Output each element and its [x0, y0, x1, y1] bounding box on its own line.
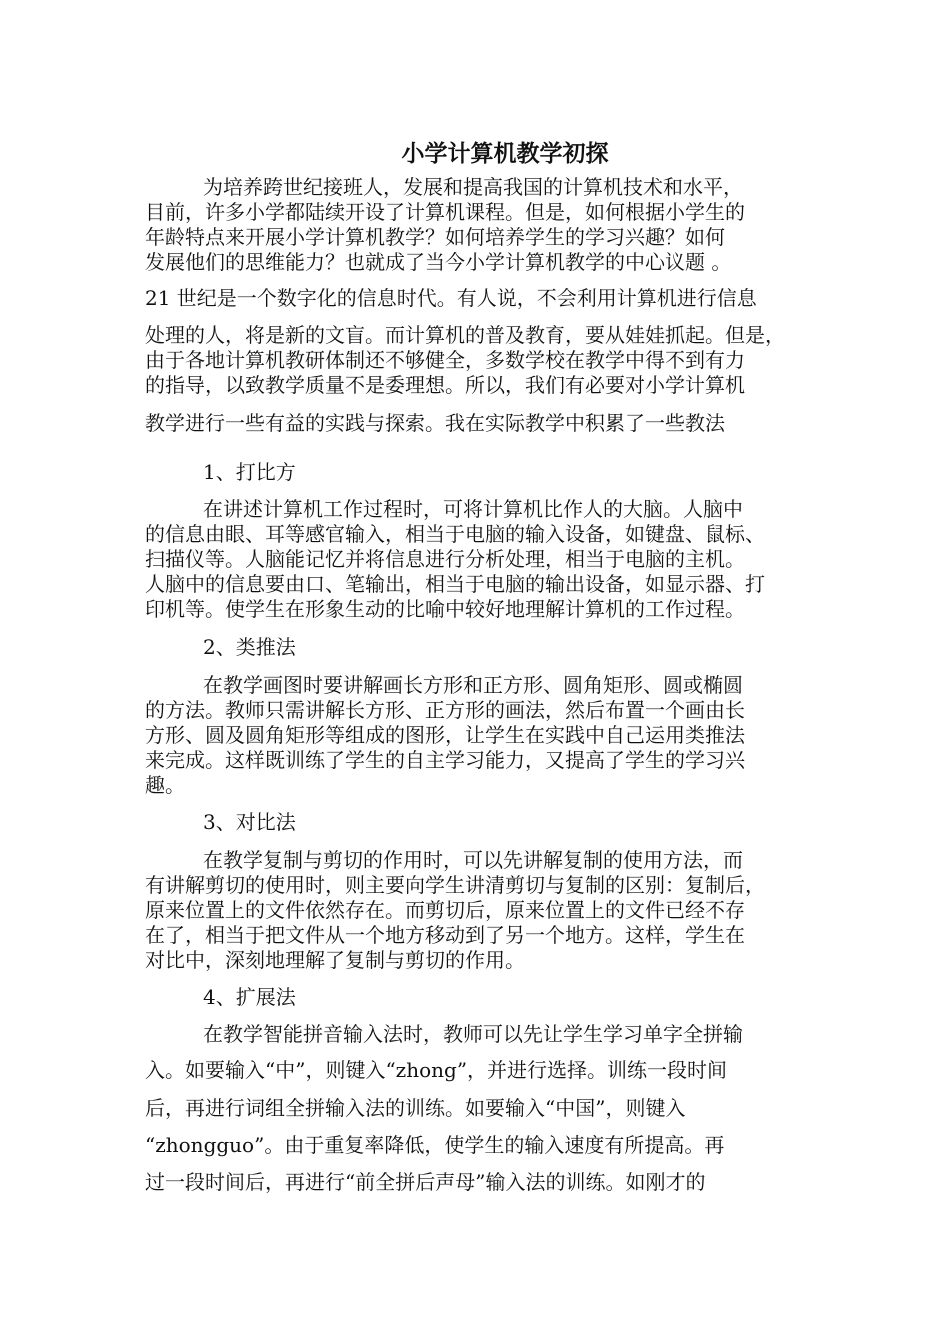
- section-line: 在了，相当于把文件从一个地方移动到了另一个地方。这样，学生在: [145, 923, 745, 947]
- section-line: 在教学画图时要讲解画长方形和正方形、圆角矩形、圆或椭圆: [203, 673, 743, 697]
- section-line: 过一段时间后，再进行“前全拼后声母”输入法的训练。如刚才的: [145, 1170, 706, 1194]
- section-line: 原来位置上的文件依然存在。而剪切后，原来位置上的文件已经不存: [145, 898, 745, 922]
- intro-line: 发展他们的思维能力？也就成了当今小学计算机教学的中心议题 。: [145, 250, 732, 274]
- section-line: 入。如要输入“中”，则键入“zhong”，并进行选择。训练一段时间: [145, 1058, 728, 1082]
- document-title: 小学计算机教学初探: [401, 140, 609, 167]
- intro-line: 21 世纪是一个数字化的信息时代。有人说，不会利用计算机进行信息: [145, 286, 757, 310]
- intro-line: 的指导，以致教学质量不是委理想。所以，我们有必要对小学计算机: [145, 373, 745, 397]
- section-line: “zhongguo”。由于重复率降低，使学生的输入速度有所提高。再: [145, 1133, 725, 1157]
- section-line: 在讲述计算机工作过程时，可将计算机比作人的大脑。人脑中: [203, 497, 743, 521]
- section-line: 人脑中的信息要由口、笔输出，相当于电脑的输出设备，如显示器、打: [145, 572, 765, 596]
- section-line: 后，再进行词组全拼输入法的训练。如要输入“中国”，则键入: [145, 1096, 686, 1120]
- section-line: 的信息由眼、耳等感官输入，相当于电脑的输入设备，如键盘、鼠标、: [145, 522, 765, 546]
- section-line: 印机等。使学生在形象生动的比喻中较好地理解计算机的工作过程。: [145, 597, 745, 621]
- intro-line: 教学进行一些有益的实践与探索。我在实际教学中积累了一些教法: [145, 411, 725, 435]
- section-line: 有讲解剪切的使用时，则主要向学生讲清剪切与复制的区别：复制后，: [145, 873, 765, 897]
- section-line: 在教学智能拼音输入法时，教师可以先让学生学习单字全拼输: [203, 1022, 743, 1046]
- intro-line: 处理的人，将是新的文盲。而计算机的普及教育，要从娃娃抓起。但是，: [145, 323, 785, 347]
- section-line: 扫描仪等。人脑能记忆并将信息进行分析处理，相当于电脑的主机。: [145, 547, 745, 571]
- section-line: 方形、圆及圆角矩形等组成的图形，让学生在实践中自己运用类推法: [145, 723, 745, 747]
- section-heading: 3、对比法: [203, 810, 296, 834]
- section-line: 在教学复制与剪切的作用时，可以先讲解复制的使用方法，而: [203, 848, 743, 872]
- section-line: 对比中，深刻地理解了复制与剪切的作用。: [145, 948, 525, 972]
- intro-line: 目前，许多小学都陆续开设了计算机课程。但是，如何根据小学生的: [145, 200, 745, 224]
- section-heading: 2、类推法: [203, 635, 296, 659]
- section-line: 的方法。教师只需讲解长方形、正方形的画法，然后布置一个画由长: [145, 698, 745, 722]
- intro-line: 为培养跨世纪接班人，发展和提高我国的计算机技术和水平，: [203, 175, 743, 199]
- intro-line: 由于各地计算机教研体制还不够健全，多数学校在教学中得不到有力: [145, 348, 745, 372]
- intro-line: 年龄特点来开展小学计算机教学？如何培养学生的学习兴趣？如何: [145, 225, 725, 249]
- section-heading: 4、扩展法: [203, 985, 296, 1009]
- section-line: 来完成。这样既训练了学生的自主学习能力，又提高了学生的学习兴: [145, 748, 745, 772]
- section-line: 趣。: [145, 773, 185, 797]
- section-heading: 1、打比方: [203, 460, 296, 484]
